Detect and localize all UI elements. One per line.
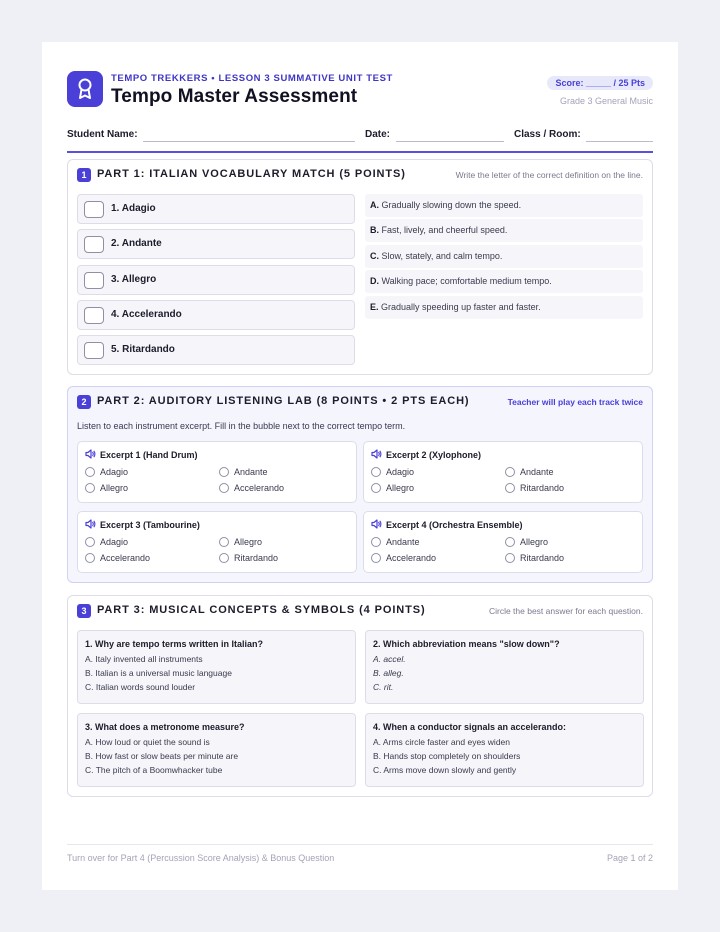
excerpt-title: Excerpt 1 (Hand Drum) <box>100 450 198 460</box>
answer-option[interactable] <box>85 467 128 477</box>
radio-bubble[interactable] <box>505 553 515 563</box>
definition-text: Fast, lively, and cheerful speed. <box>381 225 508 235</box>
page-title: Tempo Master Assessment <box>111 86 358 107</box>
excerpt-title: Excerpt 2 (Xylophone) <box>386 450 482 460</box>
answer-option[interactable] <box>371 467 414 477</box>
answer-option[interactable] <box>219 483 284 493</box>
answer-box[interactable] <box>84 201 104 218</box>
answer-option[interactable] <box>371 537 420 547</box>
part3-number-badge: 3 <box>77 604 91 618</box>
option-label: Ritardando <box>520 483 565 493</box>
vocab-item <box>77 300 355 330</box>
question-card <box>77 713 356 787</box>
definition-text: Walking pace; comfortable medium tempo. <box>381 276 552 286</box>
answer-option[interactable] <box>219 467 268 477</box>
radio-bubble[interactable] <box>219 553 229 563</box>
answer-box[interactable] <box>84 236 104 253</box>
vocab-item <box>77 265 355 295</box>
answer-choice[interactable]: A. Arms circle faster and eyes widen <box>373 737 511 747</box>
student-name-line[interactable] <box>143 141 355 142</box>
radio-bubble[interactable] <box>371 553 381 563</box>
answer-choice[interactable]: A. How loud or quiet the sound is <box>85 737 210 747</box>
vocab-term: 2. Andante <box>111 238 162 249</box>
vocab-item <box>77 335 355 365</box>
excerpt-card <box>77 511 357 573</box>
answer-box[interactable] <box>84 342 104 359</box>
answer-option[interactable] <box>371 553 436 563</box>
speaker-icon <box>371 449 382 461</box>
option-label: Accelerando <box>234 483 285 493</box>
radio-bubble[interactable] <box>505 483 515 493</box>
answer-choice[interactable]: A. Italy invented all instruments <box>85 654 203 664</box>
answer-choice[interactable]: B. alleg. <box>373 668 404 679</box>
definition-letter: A. <box>370 200 379 210</box>
part2-title: PART 2: AUDITORY LISTENING LAB (8 POINTS • 2 PTS EACH) <box>97 395 470 407</box>
ribbon-award-icon <box>67 71 103 107</box>
answer-choice[interactable]: C. The pitch of a Boomwhacker tube <box>85 765 223 776</box>
option-label: Allegro <box>520 537 549 547</box>
vocab-term: 4. Accelerando <box>111 309 182 320</box>
answer-option[interactable] <box>505 483 564 493</box>
option-label: Allegro <box>234 537 263 547</box>
date-label: Date: <box>365 129 391 140</box>
answer-choice[interactable]: B. Italian is a universal music language <box>85 668 232 679</box>
part1-title: PART 1: ITALIAN VOCABULARY MATCH (5 POINTS) <box>97 168 406 180</box>
vocab-term: 5. Ritardando <box>111 344 175 355</box>
definition-item <box>365 219 643 242</box>
option-label: Accelerando <box>100 553 151 563</box>
lesson-kicker: TEMPO TREKKERS • LESSON 3 SUMMATIVE UNIT TEST <box>111 73 393 84</box>
option-label: Allegro <box>386 483 415 493</box>
radio-bubble[interactable] <box>219 467 229 477</box>
radio-bubble[interactable] <box>85 553 95 563</box>
class-room-label: Class / Room: <box>514 129 581 140</box>
speaker-icon <box>85 449 96 461</box>
score-badge: Score: _____ / 25 Pts <box>547 76 653 90</box>
question-text: 3. What does a metronome measure? <box>85 722 245 732</box>
option-label: Adagio <box>100 467 129 477</box>
definition-item <box>365 194 643 217</box>
option-label: Ritardando <box>234 553 279 563</box>
part2-teacher-note: Teacher will play each track twice <box>507 397 643 407</box>
radio-bubble[interactable] <box>505 467 515 477</box>
radio-bubble[interactable] <box>371 467 381 477</box>
answer-choice[interactable]: C. Arms move down slowly and gently <box>373 765 517 776</box>
definition-letter: D. <box>370 276 379 286</box>
excerpt-title: Excerpt 4 (Orchestra Ensemble) <box>386 520 523 530</box>
student-info-row <box>67 125 653 153</box>
excerpt-title: Excerpt 3 (Tambourine) <box>100 520 200 530</box>
worksheet-header <box>67 71 653 121</box>
answer-choice[interactable]: B. How fast or slow beats per minute are <box>85 751 239 762</box>
vocab-item <box>77 194 355 224</box>
answer-box[interactable] <box>84 307 104 324</box>
page-number: Page 1 of 2 <box>606 853 653 863</box>
class-room-line[interactable] <box>586 141 653 142</box>
option-label: Andante <box>234 467 268 477</box>
answer-option[interactable] <box>85 553 150 563</box>
excerpt-card <box>363 511 643 573</box>
part1-number-badge: 1 <box>77 168 91 182</box>
footer-note: Turn over for Part 4 (Percussion Score Analysis) & Bonus Question <box>67 853 335 863</box>
answer-option[interactable] <box>505 467 554 477</box>
part1-section <box>67 159 653 375</box>
answer-option[interactable] <box>85 537 128 547</box>
part2-number-badge: 2 <box>77 395 91 409</box>
answer-option[interactable] <box>505 553 564 563</box>
answer-choice[interactable]: C. rit. <box>373 682 394 693</box>
grade-label: Grade 3 General Music <box>559 96 653 106</box>
question-card <box>365 713 644 787</box>
definition-text: Slow, stately, and calm tempo. <box>381 251 503 261</box>
radio-bubble[interactable] <box>85 483 95 493</box>
definition-letter: C. <box>370 251 379 261</box>
radio-bubble[interactable] <box>219 483 229 493</box>
option-label: Accelerando <box>386 553 437 563</box>
vocab-item <box>77 229 355 259</box>
option-label: Adagio <box>386 467 415 477</box>
definition-text: Gradually speeding up faster and faster. <box>381 302 541 312</box>
definition-item <box>365 270 643 293</box>
question-text: 2. Which abbreviation means "slow down"? <box>373 639 560 649</box>
question-card <box>77 630 356 704</box>
option-label: Adagio <box>100 537 129 547</box>
question-text: 4. When a conductor signals an accelerando: <box>373 722 567 732</box>
question-card <box>365 630 644 704</box>
answer-choice[interactable]: A. accel. <box>373 654 406 664</box>
answer-option[interactable] <box>371 483 414 493</box>
radio-bubble[interactable] <box>371 483 381 493</box>
student-name-label: Student Name: <box>67 129 138 140</box>
part3-instructions: Circle the best answer for each question. <box>488 606 643 616</box>
page-footer <box>67 844 653 863</box>
answer-choice[interactable]: B. Hands stop completely on shoulders <box>373 751 521 762</box>
radio-bubble[interactable] <box>505 537 515 547</box>
speaker-icon <box>371 519 382 531</box>
question-text: 1. Why are tempo terms written in Italian? <box>85 639 264 649</box>
answer-choice[interactable]: C. Italian words sound louder <box>85 682 196 693</box>
date-line[interactable] <box>396 141 504 142</box>
vocab-term: 1. Adagio <box>111 203 156 214</box>
radio-bubble[interactable] <box>371 537 381 547</box>
speaker-icon <box>85 519 96 531</box>
part2-instructions: Listen to each instrument excerpt. Fill in the bubble next to the correct tempo term. <box>77 421 406 431</box>
definition-letter: E. <box>370 302 379 312</box>
answer-option[interactable] <box>85 483 128 493</box>
excerpt-card <box>363 441 643 503</box>
definition-item <box>365 245 643 268</box>
part2-section <box>67 386 653 583</box>
radio-bubble[interactable] <box>85 537 95 547</box>
part3-title: PART 3: MUSICAL CONCEPTS & SYMBOLS (4 POINTS) <box>97 604 426 616</box>
definition-text: Gradually slowing down the speed. <box>381 200 522 210</box>
definition-letter: B. <box>370 225 379 235</box>
radio-bubble[interactable] <box>219 537 229 547</box>
option-label: Andante <box>386 537 420 547</box>
answer-option[interactable] <box>505 537 548 547</box>
vocab-term: 3. Allegro <box>111 274 157 285</box>
radio-bubble[interactable] <box>85 467 95 477</box>
option-label: Andante <box>520 467 554 477</box>
answer-option[interactable] <box>219 553 278 563</box>
excerpt-card <box>77 441 357 503</box>
part1-instructions: Write the letter of the correct definition on the line. <box>455 170 643 180</box>
worksheet-page <box>42 42 678 890</box>
option-label: Allegro <box>100 483 129 493</box>
answer-box[interactable] <box>84 272 104 289</box>
part3-section <box>67 595 653 797</box>
definition-item <box>365 296 643 319</box>
option-label: Ritardando <box>520 553 565 563</box>
answer-option[interactable] <box>219 537 262 547</box>
